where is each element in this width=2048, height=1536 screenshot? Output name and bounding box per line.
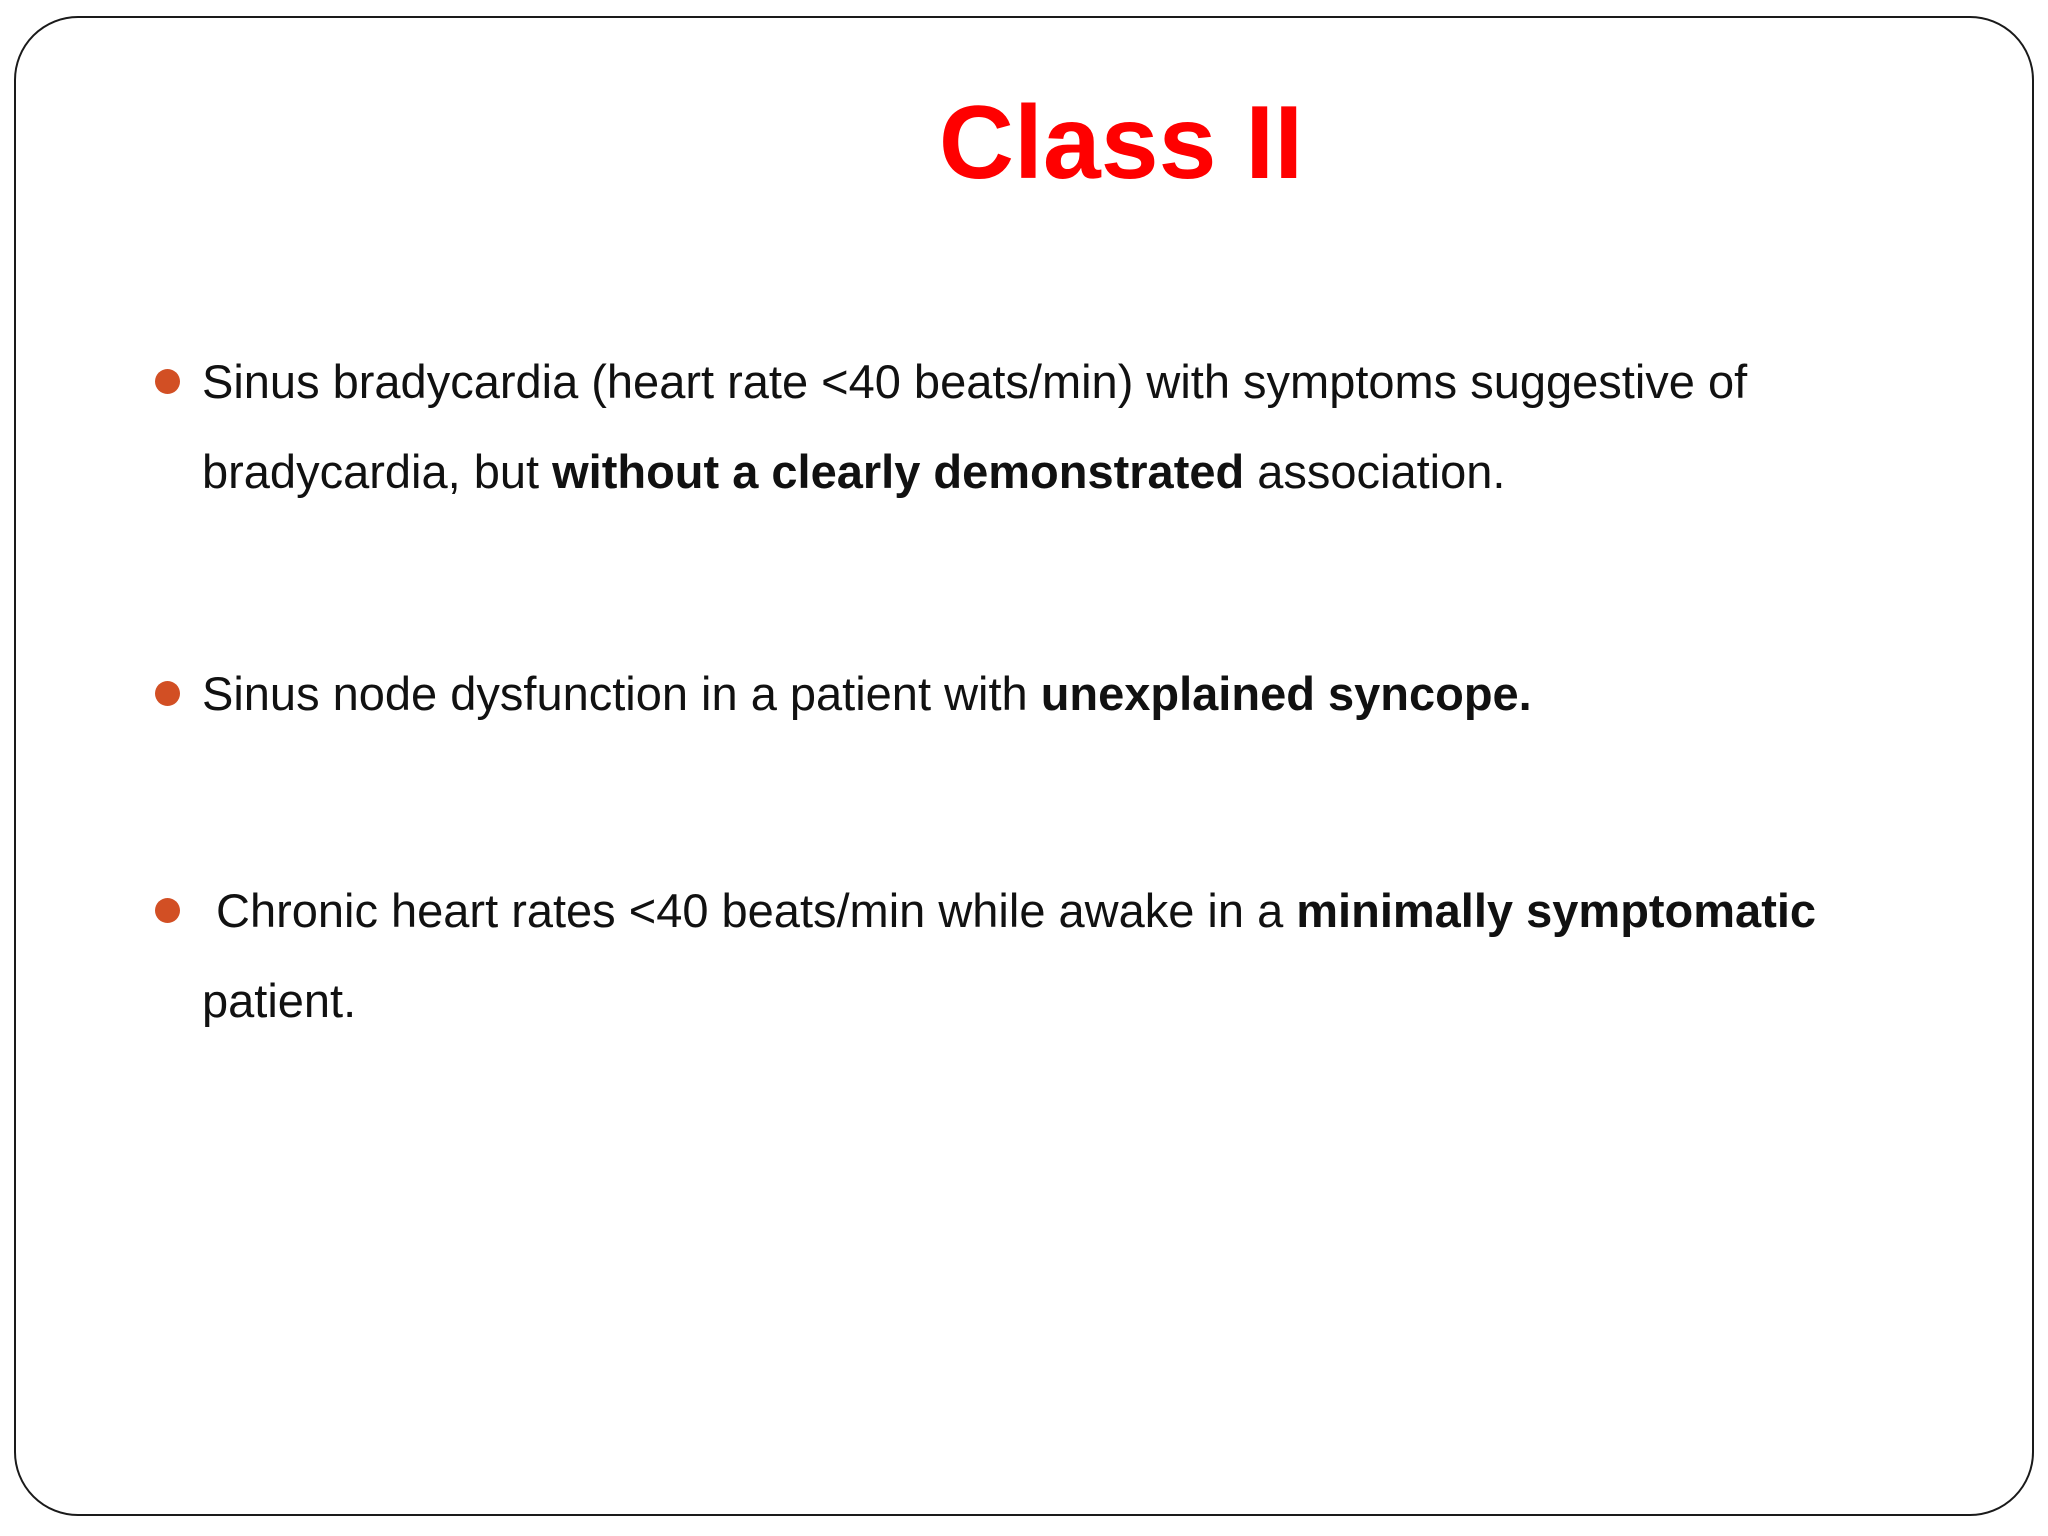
bullet-text-3-bold: minimally symptomatic <box>1296 884 1817 937</box>
slide-title: Class II <box>938 85 1304 201</box>
bullet-item-2 <box>202 649 1902 739</box>
bullet-text-3-regular: Chronic heart rates <40 beats/min while awake in a <box>216 884 1297 937</box>
bullet-text-2-bold: unexplained syncope. <box>1040 667 1532 720</box>
slide-frame <box>14 16 2034 1516</box>
bullet-list <box>16 18 2036 1518</box>
bullet-text-3-tail: patient. <box>202 974 357 1027</box>
bullet-dot-icon <box>155 898 180 923</box>
bullet-text-2-regular: Sinus node dysfunction in a patient with <box>202 667 1041 720</box>
bullet-dot-icon <box>155 369 180 394</box>
bullet-item-3 <box>202 866 1902 1046</box>
bullet-text-1-bold: without a clearly demonstrated <box>552 445 1245 498</box>
bullet-dot-icon <box>155 681 180 706</box>
bullet-item-1 <box>202 337 1902 517</box>
bullet-text-1-tail: association. <box>1244 445 1506 498</box>
bullet-text-1-regular: Sinus bradycardia (heart rate <40 beats/min) with symptoms suggestive of bradycardia, but <box>202 355 1748 498</box>
